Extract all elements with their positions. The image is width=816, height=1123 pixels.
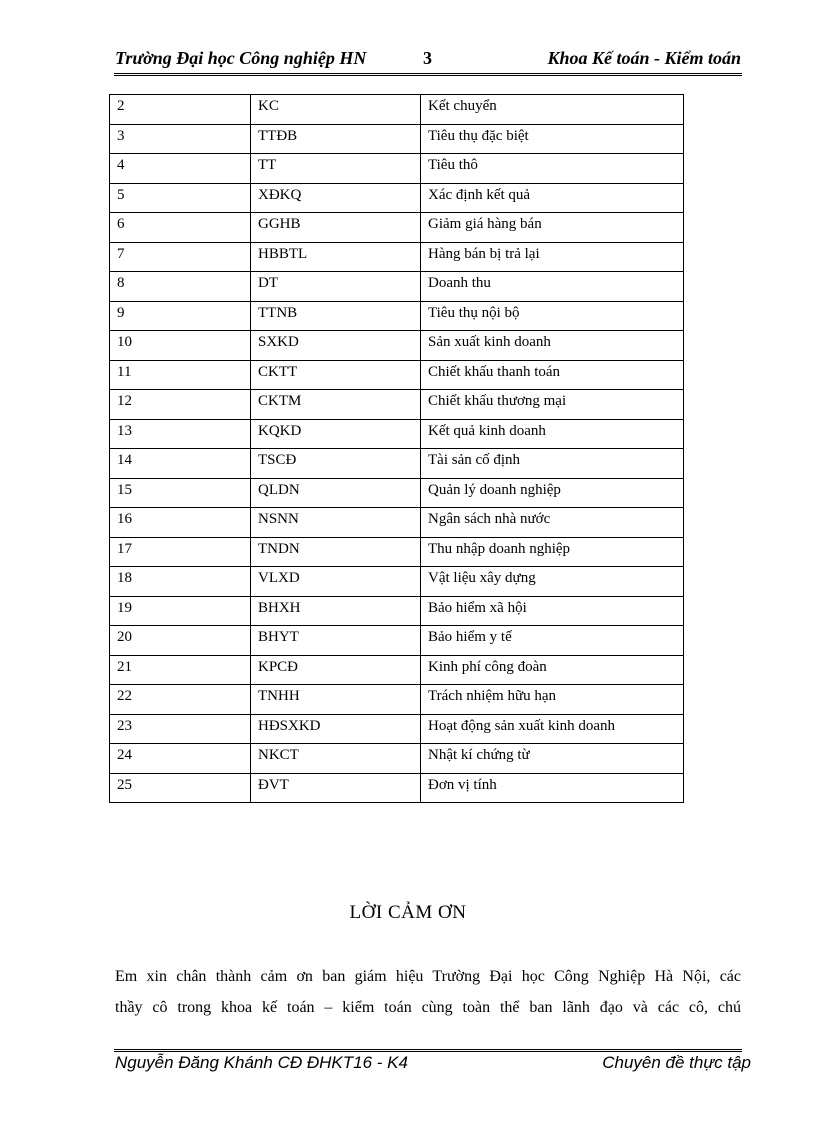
meaning-cell: Kết quả kinh doanh: [421, 419, 684, 449]
table-row: [110, 390, 684, 420]
abbreviation-cell: TNHH: [251, 685, 421, 715]
paragraph-line: thầy cô trong khoa kế toán – kiểm toán cùng toàn thể ban lãnh đạo và các cô, chú: [115, 999, 741, 1016]
meaning-cell: Tài sản cố định: [421, 449, 684, 479]
abbreviation-cell: TTĐB: [251, 124, 421, 154]
row-number-cell: 2: [110, 95, 251, 125]
meaning-cell: Giảm giá hàng bán: [421, 213, 684, 243]
table-row: [110, 714, 684, 744]
row-number-cell: 17: [110, 537, 251, 567]
row-number-cell: 10: [110, 331, 251, 361]
abbreviation-cell: BHYT: [251, 626, 421, 656]
abbreviation-cell: KQKD: [251, 419, 421, 449]
meaning-cell: Nhật kí chứng từ: [421, 744, 684, 774]
abbreviation-cell: CKTM: [251, 390, 421, 420]
abbreviation-cell: HĐSXKD: [251, 714, 421, 744]
abbreviation-cell: CKTT: [251, 360, 421, 390]
page-header: [115, 48, 741, 74]
abbreviation-cell: GGHB: [251, 213, 421, 243]
meaning-cell: Bảo hiểm xã hội: [421, 596, 684, 626]
table-row: [110, 331, 684, 361]
meaning-cell: Doanh thu: [421, 272, 684, 302]
meaning-cell: Tiêu thô: [421, 154, 684, 184]
table-row: [110, 419, 684, 449]
row-number-cell: 16: [110, 508, 251, 538]
table-row: [110, 213, 684, 243]
meaning-cell: Đơn vị tính: [421, 773, 684, 803]
meaning-cell: Hàng bán bị trả lại: [421, 242, 684, 272]
abbreviation-cell: KC: [251, 95, 421, 125]
row-number-cell: 13: [110, 419, 251, 449]
row-number-cell: 12: [110, 390, 251, 420]
abbreviation-cell: ĐVT: [251, 773, 421, 803]
table-row: [110, 508, 684, 538]
row-number-cell: 21: [110, 655, 251, 685]
abbreviation-cell: QLDN: [251, 478, 421, 508]
meaning-cell: Kinh phí công đoàn: [421, 655, 684, 685]
table-row: [110, 242, 684, 272]
row-number-cell: 3: [110, 124, 251, 154]
table-row: [110, 655, 684, 685]
table-row: [110, 685, 684, 715]
row-number-cell: 23: [110, 714, 251, 744]
meaning-cell: Tiêu thụ đặc biệt: [421, 124, 684, 154]
meaning-cell: Trách nhiệm hữu hạn: [421, 685, 684, 715]
abbreviation-table: [109, 94, 684, 803]
abbreviation-cell: NKCT: [251, 744, 421, 774]
abbreviation-cell: BHXH: [251, 596, 421, 626]
meaning-cell: Chiết khấu thanh toán: [421, 360, 684, 390]
header-department: Khoa Kế toán - Kiểm toán: [547, 48, 741, 68]
meaning-cell: Vật liệu xây dựng: [421, 567, 684, 597]
abbreviation-cell: VLXD: [251, 567, 421, 597]
section-title: LỜI CẢM ƠN: [349, 902, 467, 923]
abbreviation-cell: NSNN: [251, 508, 421, 538]
row-number-cell: 8: [110, 272, 251, 302]
row-number-cell: 24: [110, 744, 251, 774]
header-school-name: Trường Đại học Công nghiệp HN: [115, 48, 367, 68]
meaning-cell: Bảo hiểm y tế: [421, 626, 684, 656]
row-number-cell: 22: [110, 685, 251, 715]
row-number-cell: 4: [110, 154, 251, 184]
abbreviation-cell: TSCĐ: [251, 449, 421, 479]
row-number-cell: 15: [110, 478, 251, 508]
meaning-cell: Xác định kết quả: [421, 183, 684, 213]
meaning-cell: Tiêu thụ nội bộ: [421, 301, 684, 331]
footer-rule: [114, 1049, 742, 1052]
header-rule: [114, 73, 742, 76]
table-row: [110, 272, 684, 302]
paragraph-line: Em xin chân thành cảm ơn ban giám hiệu Trường Đại học Công Nghiệp Hà Nội, các: [115, 968, 741, 985]
meaning-cell: Chiết khấu thương mại: [421, 390, 684, 420]
abbreviation-cell: KPCĐ: [251, 655, 421, 685]
abbreviation-table-body: [110, 95, 684, 803]
abbreviation-cell: TTNB: [251, 301, 421, 331]
table-row: [110, 626, 684, 656]
table-row: [110, 95, 684, 125]
footer-author: Nguyễn Đăng Khánh CĐ ĐHKT16 - K4: [115, 1053, 408, 1072]
table-row: [110, 744, 684, 774]
row-number-cell: 9: [110, 301, 251, 331]
abbreviation-cell: XĐKQ: [251, 183, 421, 213]
row-number-cell: 7: [110, 242, 251, 272]
abbreviation-cell: DT: [251, 272, 421, 302]
row-number-cell: 19: [110, 596, 251, 626]
abbreviation-cell: TT: [251, 154, 421, 184]
table-row: [110, 183, 684, 213]
table-row: [110, 478, 684, 508]
acknowledgement-paragraph: [115, 961, 741, 1023]
row-number-cell: 5: [110, 183, 251, 213]
header-page-number: 3: [423, 48, 432, 68]
row-number-cell: 14: [110, 449, 251, 479]
table-row: [110, 360, 684, 390]
row-number-cell: 6: [110, 213, 251, 243]
table-row: [110, 596, 684, 626]
row-number-cell: 18: [110, 567, 251, 597]
meaning-cell: Sản xuất kinh doanh: [421, 331, 684, 361]
footer-document-type: Chuyên đề thực tập: [602, 1053, 751, 1072]
abbreviation-cell: TNDN: [251, 537, 421, 567]
meaning-cell: Quản lý doanh nghiệp: [421, 478, 684, 508]
row-number-cell: 25: [110, 773, 251, 803]
meaning-cell: Hoạt động sản xuất kinh doanh: [421, 714, 684, 744]
row-number-cell: 20: [110, 626, 251, 656]
meaning-cell: Thu nhập doanh nghiệp: [421, 537, 684, 567]
table-row: [110, 773, 684, 803]
table-row: [110, 567, 684, 597]
table-row: [110, 301, 684, 331]
abbreviation-cell: SXKD: [251, 331, 421, 361]
table-row: [110, 154, 684, 184]
meaning-cell: Kết chuyển: [421, 95, 684, 125]
row-number-cell: 11: [110, 360, 251, 390]
abbreviation-cell: HBBTL: [251, 242, 421, 272]
table-row: [110, 449, 684, 479]
meaning-cell: Ngân sách nhà nước: [421, 508, 684, 538]
table-row: [110, 124, 684, 154]
table-row: [110, 537, 684, 567]
